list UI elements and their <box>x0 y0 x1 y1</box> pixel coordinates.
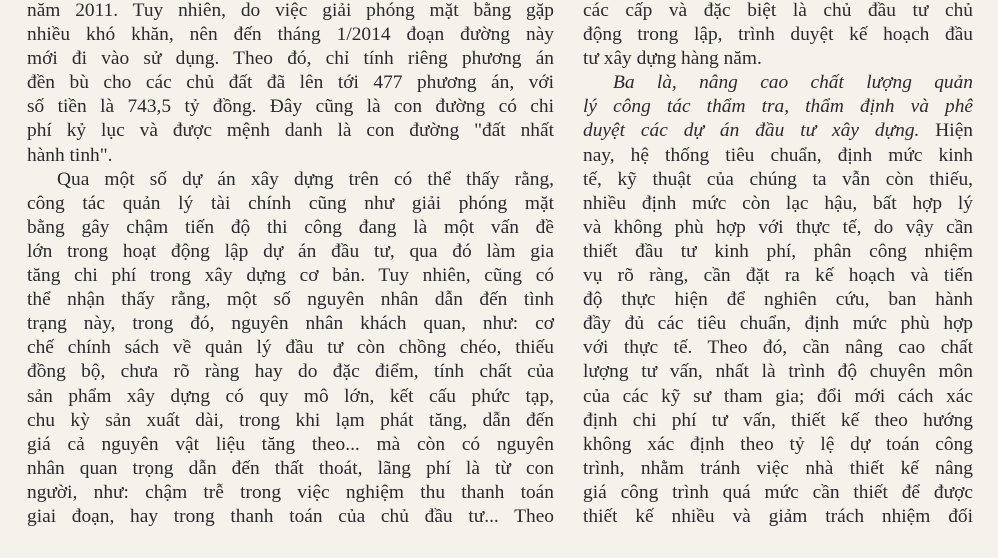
text-line: phí kỷ lục và được mệnh danh là con đường "đất nhất <box>27 120 554 142</box>
text-line: đầy đủ các tiêu chuẩn, định mức phù hợp <box>583 313 973 335</box>
text-line: thiết đầu tư kinh phí, phân công nhiệm <box>583 240 973 262</box>
text-line: vụ rõ ràng, cần đặt ra kế hoạch và tiến <box>583 265 973 287</box>
text-line: nhiều khó khăn, nên đến tháng 1/2014 đoạn đường này <box>27 24 554 46</box>
text-line: năm 2011. Tuy nhiên, do việc giải phóng mặt bằng gặp <box>27 0 554 21</box>
text-line: động trong lập, trình duyệt kế hoạch đầu <box>583 24 973 46</box>
text-line: trạng này, trong đó, nguyên nhân khách quan, như: cơ <box>27 313 554 335</box>
text-line: lượng tư vấn, nhất là trình độ chuyên môn <box>583 361 973 383</box>
text-line: của các kỹ sư tham gia; đổi mới cách xác <box>583 385 973 407</box>
text-line: định chi phí tư vấn, thiết kế theo hướng <box>583 409 973 431</box>
text-line: người, như: chậm trễ trong việc nghiệm thu thanh toán <box>27 481 554 503</box>
text-line: thiết kế nhiều và giảm trách nhiệm đối <box>583 505 973 527</box>
text-line: tư xây dựng hàng năm. <box>583 48 762 70</box>
text-line: nay, hệ thống tiêu chuẩn, định mức kinh <box>583 144 973 166</box>
text-line: giá công trình quá mức cần thiết để được <box>583 481 973 503</box>
text-line: độ thực hiện để nghiên cứu, ban hành <box>583 289 973 311</box>
text-line: chu kỳ sản xuất dài, trong khi lạm phát tăng, dẫn đến <box>27 409 554 431</box>
text-line: với thực tế. Theo đó, cần nâng cao chất <box>583 337 973 359</box>
text-line: tăng chi phí trong xây dựng cơ bản. Tuy nhiên, cũng có <box>27 265 554 287</box>
text-line: hành tinh". <box>27 144 113 166</box>
italic-heading-end: duyệt các dự án đầu tư xây dựng. <box>583 120 920 142</box>
text-line: chế chính sách về quản lý đầu tư còn chồng chéo, thiếu <box>27 337 554 359</box>
text-line: công tác quản lý tài chính cũng như giải phóng mặt <box>27 192 554 214</box>
text-line: nhiều định mức còn lạc hậu, bất hợp lý <box>583 192 973 214</box>
text-line: lý công tác thẩm tra, thẩm định và phê <box>583 96 973 118</box>
text-line: không xác định theo tỷ lệ dự toán công <box>583 433 973 455</box>
right-column <box>583 0 973 529</box>
text-line: thể nhận thấy rằng, một số nguyên nhân dẫn đến tình <box>27 289 554 311</box>
text-line: giai đoạn, hay trong thanh toán của chủ đầu tư... Theo <box>27 505 554 527</box>
text-line: Ba là, nâng cao chất lượng quản <box>613 72 973 94</box>
text-line: các cấp và đặc biệt là chủ đầu tư chủ <box>583 0 973 21</box>
text-line: đền bù cho các chủ đất đã lên tới 477 phương án, với <box>27 72 554 94</box>
text-line: lớn trong hoạt động lập dự án đầu tư, qua đó làm gia <box>27 240 554 262</box>
left-column <box>27 0 554 529</box>
text-continuation: Hiện <box>919 120 973 142</box>
text-line: tế, kỹ thuật của chúng ta vẫn còn thiếu, <box>583 168 973 190</box>
text-line: giá cả nguyên vật liệu tăng theo... mà còn có nguyên <box>27 433 554 455</box>
text-line: Qua một số dự án xây dựng trên có thể thấy rằng, <box>57 168 554 190</box>
text-line: đồng bộ, chưa rõ ràng hay do đặc điểm, tính chất của <box>27 361 554 383</box>
text-line: mới đi vào sử dụng. Theo đó, chỉ tính riêng phương án <box>27 48 554 70</box>
text-line: sản phẩm xây dựng có quy mô lớn, kết cấu phức tạp, <box>27 385 554 407</box>
text-line: bằng gây chậm tiến độ thi công đang là một vấn đề <box>27 216 554 238</box>
text-line: nhân quan trọng dẫn đến thất thoát, lãng phí là từ con <box>27 457 554 479</box>
text-line: và không phù hợp với thực tế, do vậy cần <box>583 216 973 238</box>
text-line <box>583 119 973 143</box>
text-line: trình, nhằm tránh việc nhà thiết kế nâng <box>583 457 973 479</box>
text-line: số tiền là 743,5 tỷ đồng. Đây cũng là con đường có chi <box>27 96 554 118</box>
